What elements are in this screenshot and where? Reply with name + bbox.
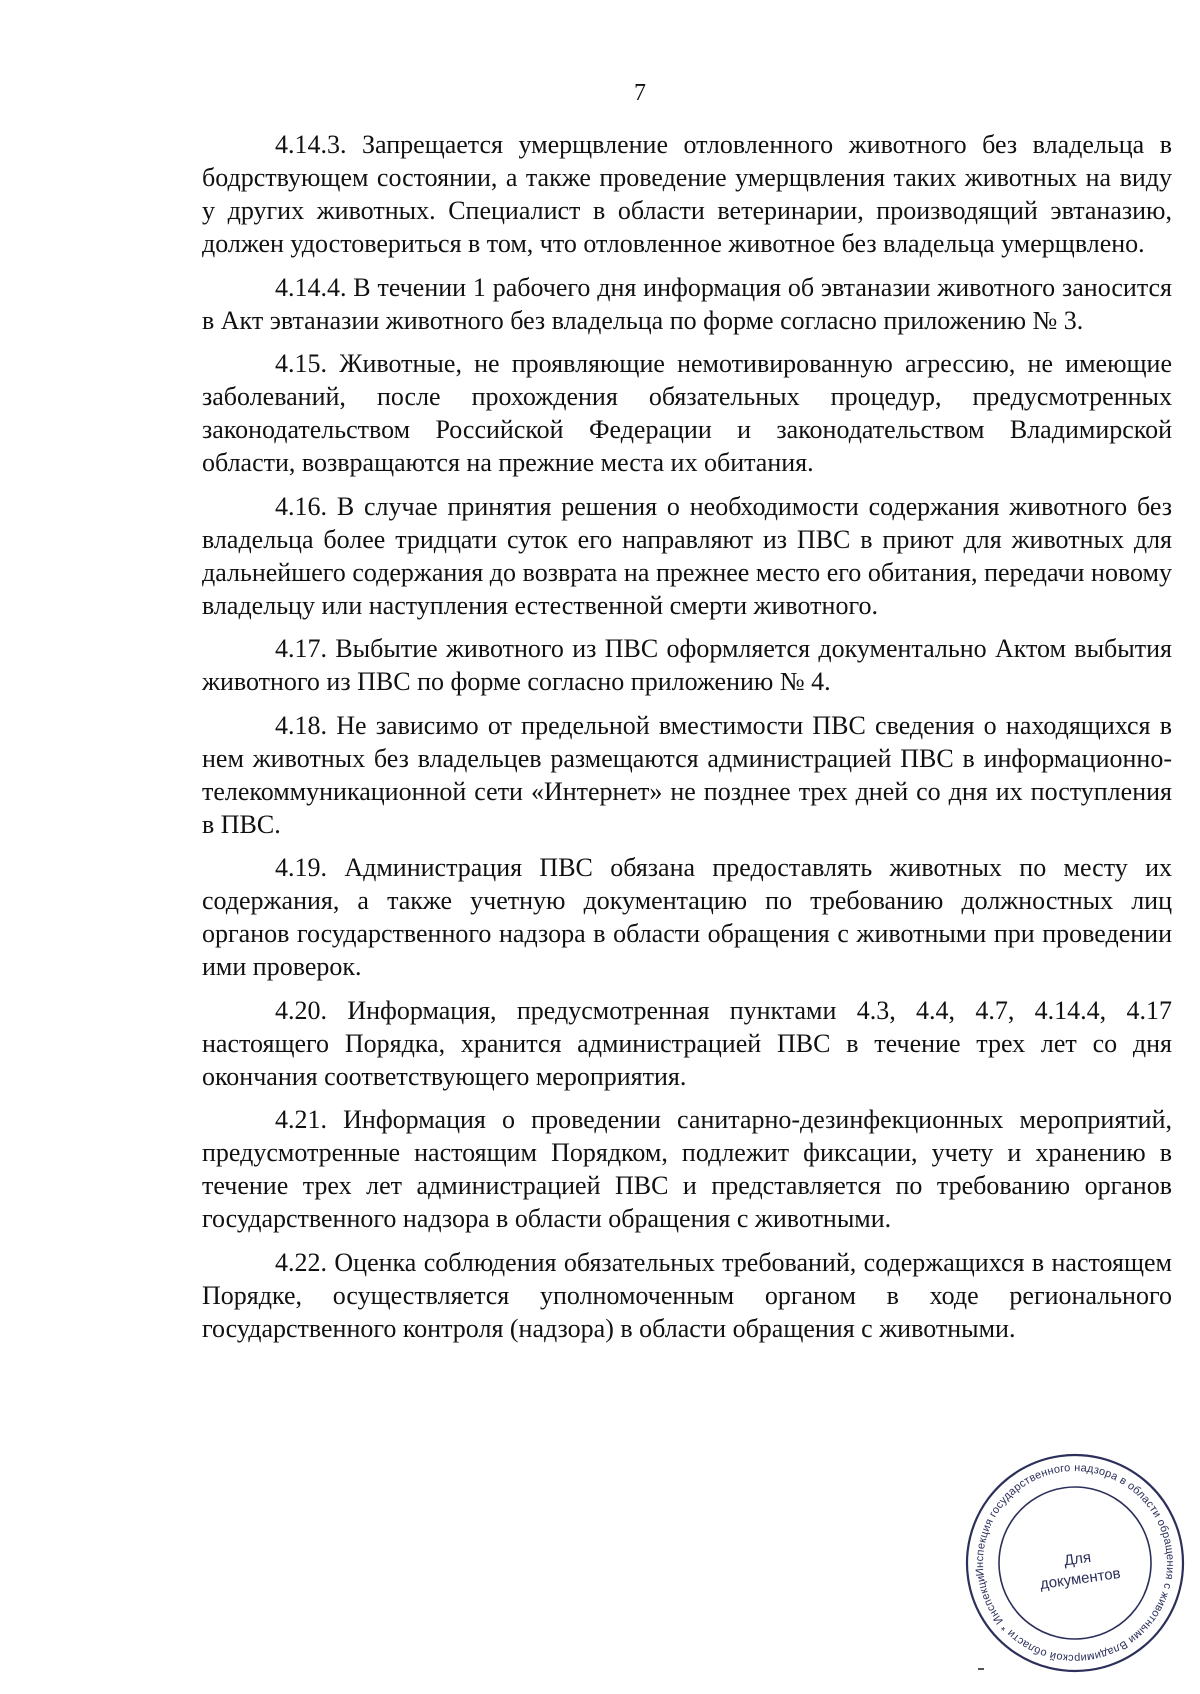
stamp-center-line-1: Для xyxy=(1062,1548,1093,1570)
paragraph-4-22: 4.22. Оценка соблюдения обязательных требований, содержащихся в настоящем Порядке, осуществляется уполномоченным органом в ходе регионального государственного контроля (надзора) в области обращения с животными. xyxy=(202,1247,1172,1343)
paragraph-4-21: 4.21. Информация о проведении санитарно-дезинфекционных мероприятий, предусмотренные настоящим Порядком, подлежит фиксации, учету и хранению в течение трех лет администрацией ПВС и представляется по требованию органов государственного надзора в области обращения с животными. xyxy=(202,1105,1172,1233)
paragraph-4-20: 4.20. Информация, предусмотренная пунктами 4.3, 4.4, 4.7, 4.14.4, 4.17 настоящего Порядка, хранится администрацией ПВС в течение трех лет со дня окончания соответствующего мероприятия. xyxy=(202,995,1172,1091)
paragraph-4-14-4: 4.14.4. В течении 1 рабочего дня информация об эвтаназии животного заносится в Акт эвтаназии животного без владельца по форме согласно приложению № 3. xyxy=(202,272,1172,335)
page-number: 7 xyxy=(634,80,646,106)
official-stamp xyxy=(960,1448,1190,1678)
paragraph-4-16: 4.16. В случае принятия решения о необходимости содержания животного без владельца более тридцати суток его направляют из ПВС в приют для животных для дальнейшего содержания до возврата на прежнее место его обитания, передачи новому владельцу или наступления естественной смерти животного. xyxy=(202,491,1172,620)
paragraph-4-15: 4.15. Животные, не проявляющие немотивированную агрессию, не имеющие заболеваний, после прохождения обязательных процедур, предусмотренных законодательством Российской Федерации и законодательством Владимирской области, возвращаются на прежние места их обитания. xyxy=(202,349,1172,477)
paragraph-4-19: 4.19. Администрация ПВС обязана предоставлять животных по месту их содержания, а также учетную документацию по требованию должностных лиц органов государственного надзора в области обращения с животными при проведении ими проверок. xyxy=(202,853,1172,981)
paragraph-4-18: 4.18. Не зависимо от предельной вместимости ПВС сведения о находящихся в нем животных без владельцев размещаются администрацией ПВС в информационно-телекоммуникационной сети «Интернет» не позднее трех дней со дня их поступления в ПВС. xyxy=(202,710,1172,839)
document-body xyxy=(202,128,1172,1355)
stamp-center-line-2: документов xyxy=(1038,1564,1122,1593)
paragraph-4-14-3: 4.14.3. Запрещается умерщвление отловленного животного без владельца в бодрствующем состоянии, а также проведение умерщвления таких животных на виду у других животных. Специалист в области ветеринарии, производящий эвтаназию, должен удостовериться в том, что отловленное животное без владельца умерщвлено. xyxy=(202,130,1172,258)
margin-mark xyxy=(978,1668,984,1670)
paragraph-4-17: 4.17. Выбытие животного из ПВС оформляется документально Актом выбытия животного из ПВС по форме согласно приложению № 4. xyxy=(202,634,1172,696)
stamp-ring-textpath: Инспекция государственного надзора в области обращения с животными Владимирской области * Инспекция xyxy=(973,1461,1177,1665)
